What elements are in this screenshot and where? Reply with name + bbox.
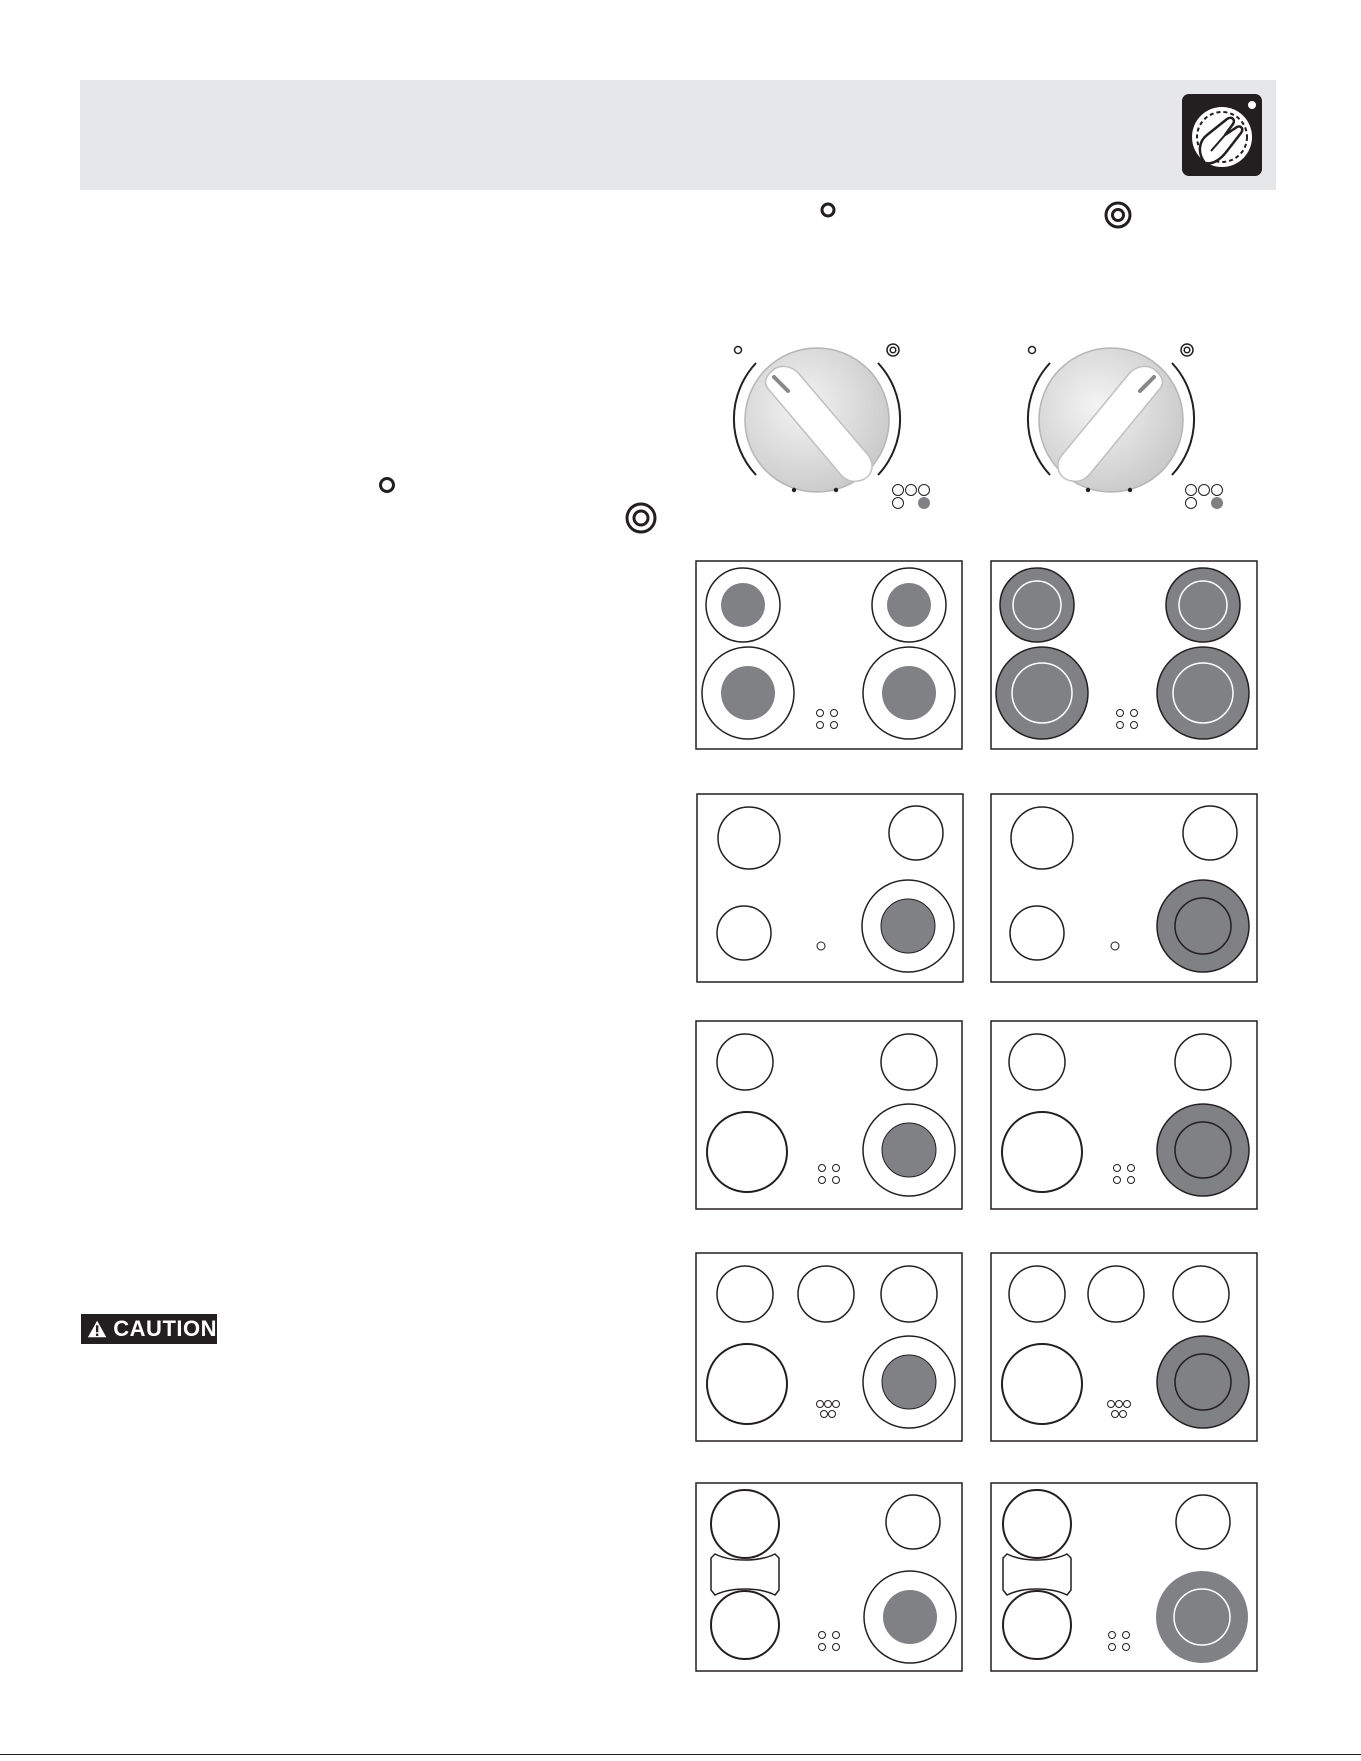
hand-turning-knob-icon	[1181, 93, 1263, 177]
cooktop-diagram-five-element-dual	[990, 1252, 1258, 1442]
single-mark-icon	[1029, 347, 1036, 354]
cooktop-diagram-right-front-single	[696, 793, 964, 983]
cooktop-diagram-four-element-dual	[990, 1020, 1258, 1210]
control-knob-dual-position	[1010, 335, 1230, 535]
section-header-band	[80, 80, 1276, 190]
dual-element-symbol-icon	[624, 501, 658, 535]
dual-element-symbol-icon	[1103, 200, 1133, 230]
cooktop-diagram-bridge-dual	[990, 1482, 1258, 1672]
cooktop-diagram-all-dual	[990, 560, 1258, 750]
single-element-symbol-icon	[818, 200, 838, 220]
cooktop-diagram-five-element-single	[695, 1252, 963, 1442]
warning-triangle-icon	[87, 1319, 107, 1339]
cooktop-diagram-right-front-dual	[990, 793, 1258, 983]
cooktop-diagram-four-element-single	[695, 1020, 963, 1210]
caution-label	[81, 1314, 217, 1344]
control-knob-single-position	[718, 335, 938, 535]
single-element-symbol-icon	[377, 475, 397, 495]
single-mark-icon	[735, 347, 742, 354]
cooktop-diagram-all-single	[695, 560, 963, 750]
cooktop-diagram-bridge-single	[695, 1482, 963, 1672]
caution-text: CAUTION	[113, 1316, 217, 1341]
footer-rule	[0, 1754, 1361, 1755]
